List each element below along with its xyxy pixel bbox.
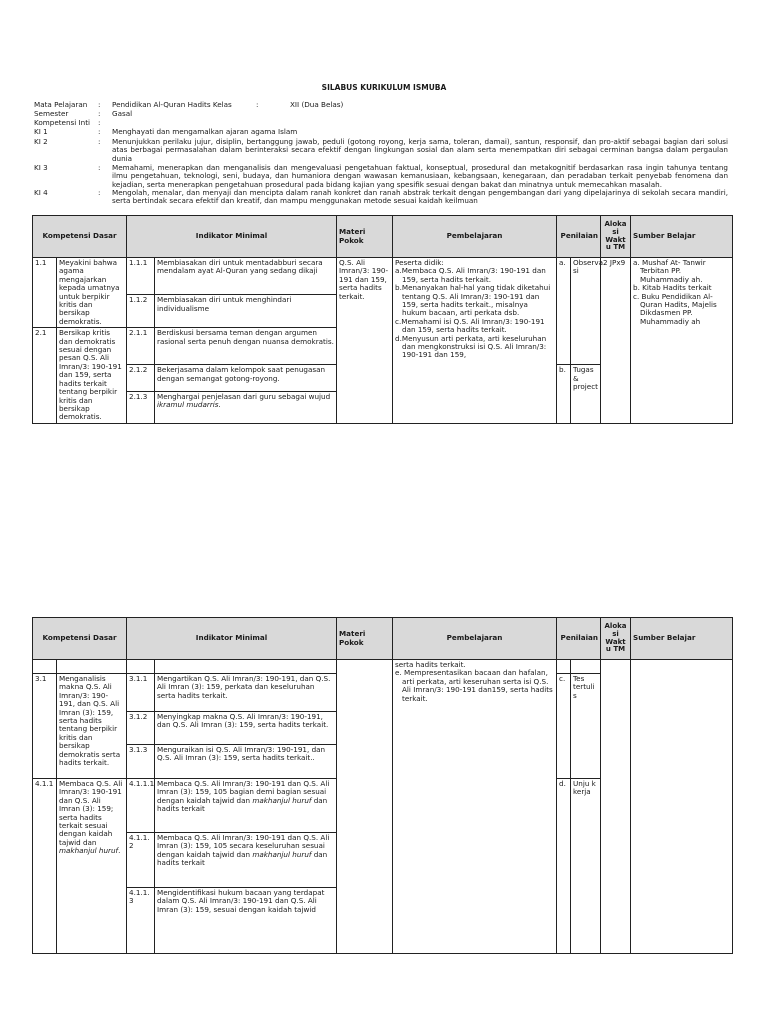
ki-4-text: Mengolah, menalar, dan menyaji dan mencipta dalam ranah konkret dan ranah abstrak terkait dengan pengembangan dari yang dipelajarinya di sekolah secara mandiri, serta bertindak secara efektif dan kreatif, dan mampu menggunakan metode sesuai kaidah keilmuan	[112, 188, 728, 206]
indikator-number: 1.1.2	[127, 295, 155, 328]
empty-cell	[33, 660, 57, 674]
kelas-colon: :	[256, 100, 259, 109]
indikator-text-italic: makhanjul huruf	[252, 849, 312, 859]
indikator-text-part: dan hadits terkait	[157, 849, 328, 868]
table-row	[33, 660, 733, 674]
indikator-number: 2.1.2	[127, 365, 155, 391]
header-materi: Materi Pokok	[337, 618, 393, 660]
indikator-number: 3.1.3	[127, 745, 155, 779]
header-kd: Kompetensi Dasar	[33, 216, 127, 258]
empty-cell	[557, 660, 571, 674]
penilaian-text: Unju k kerja	[571, 779, 601, 954]
header-indikator: Indikator Minimal	[127, 216, 337, 258]
indikator-text	[155, 391, 337, 423]
header-penilaian: Penilaian	[557, 216, 601, 258]
ki-label: Kompetensi Inti	[34, 118, 91, 127]
ki-1-text: Menghayati dan mengamalkan ajaran agama Islam	[112, 127, 298, 136]
indikator-text	[155, 833, 337, 888]
semester-value: Gasal	[112, 109, 133, 118]
kd-text: Menganalisis makna Q.S. Ali Imran/3: 190-191, dan Q.S. Ali Imran (3): 159, serta hadits tentang berpikir kritis dan bersikap demokratis serta hadits terkait.	[57, 674, 127, 779]
kd-text-italic: makhanjul huruf	[59, 846, 119, 856]
pembelajaran-item: c.Memahami isi Q.S. Ali Imran/3: 190-191 dan 159, serta hadits terkait.	[395, 316, 545, 335]
indikator-text	[155, 779, 337, 833]
colon: :	[98, 163, 101, 172]
ki-3-text: Memahami, menerapkan dan menganalisis dan mengevaluasi pengetahuan faktual, konseptual, prosedural dan metakognitif berdasarkan rasa ingin tahunya tentang ilmu pengetahuan, teknologi, seni, budaya, dan humaniora dengan wawasan kemanusiaan, kebangsaan, kenegaraan, dan peradaban terkait penyebab fenomena dan kejadian, serta menerapkan pengetahuan prosedural pada bidang kajian yang spesifik sesuai dengan bakat dan minatnya untuk memecahkan masalah.	[112, 163, 728, 189]
indikator-text: Bekerjasama dalam kelompok saat penugasan dengan semangat gotong-royong.	[155, 365, 337, 391]
empty-cell	[571, 660, 601, 674]
indikator-text: Menyingkap makna Q.S. Ali Imran/3: 190-191, dan Q.S. Ali Imran (3): 159, serta hadits terkait.	[155, 712, 337, 745]
pembelajaran-item: d.Menyusun arti perkata, arti keseluruhan dan mengkonstruksi isi Q.S. Ali Imran/3: 190-191 dan 159,	[395, 333, 547, 360]
indikator-text-part: dan hadits terkait	[157, 795, 328, 814]
colon: :	[98, 118, 101, 127]
kd-number: 1.1	[33, 258, 57, 328]
header-penilaian: Penilaian	[557, 618, 601, 660]
syllabus-table-1	[32, 215, 733, 424]
penilaian-text: Tugas & project	[571, 365, 601, 423]
indikator-text-part: Membaca Q.S. Ali Imran/3: 190-191 dan Q.S. Ali Imran (3): 159, 105 secara keseluruhan sesuai dengan kaidah tajwid dan	[157, 833, 330, 859]
indikator-number: 3.1.2	[127, 712, 155, 745]
table-row	[33, 258, 733, 295]
pembelajaran-item: b.Menanyakan hal-hal yang tidak diketahui tentang Q.S. Ali Imran/3: 190-191 dan 159, serta hadits terkait., misalnya hukum bacaan, arti perkata dsb.	[395, 283, 551, 318]
alokasi-waktu	[601, 660, 631, 954]
sumber-belajar-cell	[631, 660, 733, 954]
sumber-belajar-cell	[631, 258, 733, 424]
pembelajaran-item: a.Membaca Q.S. Ali Imran/3: 190-191 dan 159, serta hadits terkait.	[395, 266, 546, 284]
colon: :	[98, 109, 101, 118]
penilaian-number: d.	[557, 779, 571, 954]
penilaian-number: c.	[557, 674, 571, 779]
indikator-number: 2.1.3	[127, 391, 155, 423]
indikator-text: Mengartikan Q.S. Ali Imran/3: 190-191, dan Q.S. Ali Imran (3): 159, perkata dan keseluruhan serta hadits terkait.	[155, 674, 337, 712]
colon: :	[98, 188, 101, 197]
colon: :	[98, 137, 101, 146]
colon: :	[98, 100, 101, 109]
sumber-item: b. Kitab Hadits terkait	[633, 283, 712, 293]
kd-text: Meyakini bahwa agama mengajarkan kepada umatnya untuk berpikir kritis dan bersikap demokratis.	[57, 258, 127, 328]
kd-text-part: .	[118, 846, 121, 856]
indikator-number: 2.1.1	[127, 328, 155, 365]
ki-1-label: KI 1	[34, 127, 48, 136]
header-sumber: Sumber Belajar	[631, 216, 733, 258]
header-alokasi: Aloka si Wakt u TM	[601, 618, 631, 660]
indikator-text-part: Membaca Q.S. Ali Imran/3: 190-191 dan Q.S. Ali Imran (3): 159, 105 bagian demi bagian sesuai dengan kaidah tajwid dan	[157, 779, 330, 805]
indikator-text-part: Menghargai penjelasan dari guru sebagai wujud	[157, 391, 331, 401]
table-header-row	[33, 618, 733, 660]
indikator-number: 4.1.1.1	[127, 779, 155, 833]
pembelajaran-intro: Peserta didik:	[395, 258, 444, 267]
penilaian-number: a.	[557, 258, 571, 365]
mapel-label: Mata Pelajaran	[34, 100, 88, 109]
indikator-text: Membiasakan diri untuk menghindari individualisme	[155, 295, 337, 328]
indikator-text-italic: ikramul mudarris	[157, 400, 219, 410]
pembelajaran-item: e. Mempresentasikan bacaan dan hafalan, arti perkata, arti keseruhan serta isi Q.S. Ali Imran/3: 190-191 dan159, serta hadits terkait.	[395, 668, 553, 703]
mapel-value: Pendidikan Al-Quran Hadits Kelas	[112, 100, 232, 109]
ki-4-label: KI 4	[34, 188, 48, 197]
header-sumber: Sumber Belajar	[631, 618, 733, 660]
header-pembelajaran: Pembelajaran	[393, 216, 557, 258]
indikator-number: 4.1.1.2	[127, 833, 155, 888]
penilaian-number: b.	[557, 365, 571, 423]
indikator-text: Mengidentifikasi hukum bacaan yang terdapat dalam Q.S. Ali Imran/3: 190-191 dan Q.S. Ali Imran (3): 159, sesuai dengan kaidah tajwid	[155, 888, 337, 954]
sumber-item: c. Buku Pendidikan Al-Quran Hadits, Majelis Dikdasmen PP. Muhammadiy ah	[633, 291, 717, 326]
alokasi-waktu: 2 JPx9	[601, 258, 631, 424]
ki-3-label: KI 3	[34, 163, 48, 172]
syllabus-table-2	[32, 617, 733, 954]
header-indikator: Indikator Minimal	[127, 618, 337, 660]
kd-number: 4.1.1	[33, 779, 57, 954]
ki-2-text: Menunjukkan perilaku jujur, disiplin, bertanggung jawab, peduli (gotong royong, kerja sama, toleran, damai), santun, responsif, dan pro-aktif sebagai bagian dari solusi atas berbagai permasalahan dalam berinteraksi secara efektif dengan lingkungan sosial dan alam serta menempatkan diri sebagai cerminan bangsa dalam pergaulan dunia	[112, 137, 728, 163]
indikator-text: Berdiskusi bersama teman dengan argumen rasional serta penuh dengan nuansa demokratis.	[155, 328, 337, 365]
indikator-number: 3.1.1	[127, 674, 155, 712]
kd-text: Bersikap kritis dan demokratis sesuai dengan pesan Q.S. Ali Imran/3: 190-191 dan 159, serta hadits terkait tentang berpikir kritis dan bersikap demokratis.	[57, 328, 127, 423]
indikator-text: Menguraikan isi Q.S. Ali Imran/3: 190-191, dan Q.S. Ali Imran (3): 159, serta hadits terkait..	[155, 745, 337, 779]
empty-cell	[127, 660, 155, 674]
header-materi: Materi Pokok	[337, 216, 393, 258]
kd-text-part: Membaca Q.S. Ali Imran/3: 190-191 dan Q.S. Ali Imran (3): 159; serta hadits terkait sesuai dengan kaidah tajwid dan	[59, 779, 123, 847]
kd-number: 3.1	[33, 674, 57, 779]
materi-pokok	[337, 660, 393, 954]
header-pembelajaran: Pembelajaran	[393, 618, 557, 660]
kelas-value: XII (Dua Belas)	[290, 100, 344, 109]
pembelajaran-cell	[393, 660, 557, 954]
indikator-number: 4.1.1.3	[127, 888, 155, 954]
penilaian-text: Tes tertuli s	[571, 674, 601, 779]
indikator-text-part: .	[218, 400, 221, 410]
document-title: SILABUS KURIKULUM ISMUBA	[321, 83, 447, 92]
header-kd: Kompetensi Dasar	[33, 618, 127, 660]
indikator-number: 1.1.1	[127, 258, 155, 295]
header-alokasi: Aloka si Wakt u TM	[601, 216, 631, 258]
materi-pokok: Q.S. Ali Imran/3: 190- 191 dan 159, serta hadits terkait.	[337, 258, 393, 424]
empty-cell	[155, 660, 337, 674]
indikator-text-italic: makhanjul huruf	[252, 795, 312, 805]
penilaian-text: Observa si	[571, 258, 601, 365]
colon: :	[98, 127, 101, 136]
kd-text	[57, 779, 127, 954]
table-header-row	[33, 216, 733, 258]
sumber-item: a. Mushaf At- Tanwir Terbitan PP. Muhammadiy ah.	[633, 258, 706, 284]
kd-number: 2.1	[33, 328, 57, 423]
semester-label: Semester	[34, 109, 69, 118]
indikator-text: Membiasakan diri untuk mentadabburi secara mendalam ayat Al-Quran yang sedang dikaji	[155, 258, 337, 295]
empty-cell	[57, 660, 127, 674]
pembelajaran-cell	[393, 258, 557, 424]
pembelajaran-cont: serta hadits terkait.	[395, 660, 466, 669]
ki-2-label: KI 2	[34, 137, 48, 146]
